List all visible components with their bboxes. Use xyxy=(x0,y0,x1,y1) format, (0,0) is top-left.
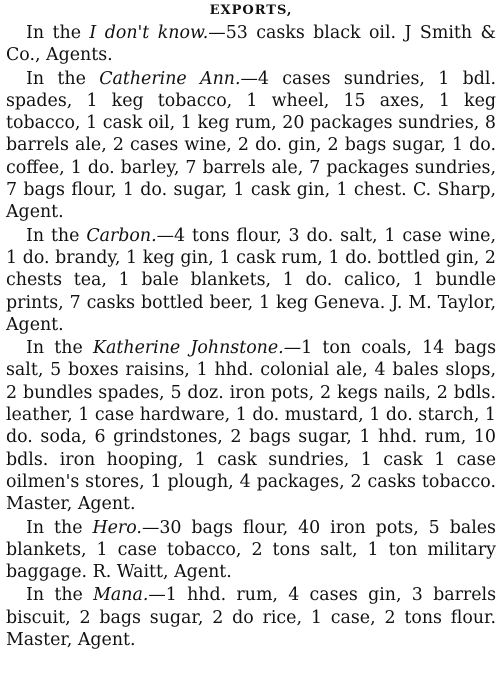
entry-lead: In the xyxy=(26,68,100,89)
cargo-text: —4 tons flour, 3 do. salt, 1 case wine, 1 do. brandy, 1 keg gin, 1 cask rum, 1 do. bottled gin, 2 chests tea, 1 bale blankets, 1 do. calico, 1 bundle prints, 7 casks bottled beer, 1 keg Geneva. J. M. Taylor, Agent. xyxy=(6,225,496,335)
entry-lead: In the xyxy=(26,23,90,43)
ship-name: Catherine Ann. xyxy=(99,68,241,89)
ship-name: Mana. xyxy=(93,585,149,606)
entry-lead: In the xyxy=(26,585,94,606)
cargo-text: —1 hhd. rum, 4 cases gin, 3 barrels biscuit, 2 bags sugar, 2 do rice, 1 case, 2 tons flour. Master, Agent. xyxy=(6,585,497,651)
entry-lead: In the xyxy=(26,517,93,538)
cargo-text: —30 bags flour, 40 iron pots, 5 bales blankets, 1 case tobacco, 2 tons salt, 1 ton military baggage. R. Waitt, Agent. xyxy=(6,517,496,583)
ship-name: Hero. xyxy=(92,517,142,538)
entry-lead: In the xyxy=(26,338,94,359)
export-entry xyxy=(6,584,496,651)
entry-lead: In the xyxy=(26,225,87,246)
export-entry xyxy=(6,337,496,515)
ship-name: Carbon. xyxy=(86,225,157,246)
cargo-text: —53 casks black oil. J Smith & Co., Agents. xyxy=(6,23,496,66)
export-entry xyxy=(6,22,496,67)
ship-name: Katherine Johnstone. xyxy=(93,338,284,359)
cargo-text: —4 cases sundries, 1 bdl. spades, 1 keg tobacco, 1 wheel, 15 axes, 1 keg tobacco, 1 cask oil, 1 keg rum, 20 packages sundries, 8 barrels ale, 2 cases wine, 2 do. gin, 2 bags sugar, 1 do. coffee, 1 do. barley, 7 barrels ale, 7 packages sundries, 7 bags flour, 1 do. sugar, 1 cask gin, 1 chest. C. Sharp, Agent. xyxy=(6,68,496,223)
exports-column xyxy=(6,3,496,651)
ship-name: I don't know. xyxy=(89,23,209,43)
export-entry xyxy=(6,68,496,224)
export-entry xyxy=(6,225,496,336)
export-entry xyxy=(6,517,496,584)
section-heading: EXPORTS, xyxy=(209,3,293,18)
cargo-text: —1 ton coals, 14 bags salt, 5 boxes raisins, 1 hhd. colonial ale, 4 bales slops, 2 bundles spades, 5 doz. iron pots, 2 kegs nails, 2 bdls. leather, 1 case hardware, 1 do. mustard, 1 do. starch, 1 do. soda, 6 grindstones, 2 bags sugar, 1 hhd. rum, 10 bdls. iron hooping, 1 cask sundries, 1 cask 1 case oilmen's stores, 1 plough, 4 packages, 2 casks tobacco. Master, Agent. xyxy=(6,338,497,515)
